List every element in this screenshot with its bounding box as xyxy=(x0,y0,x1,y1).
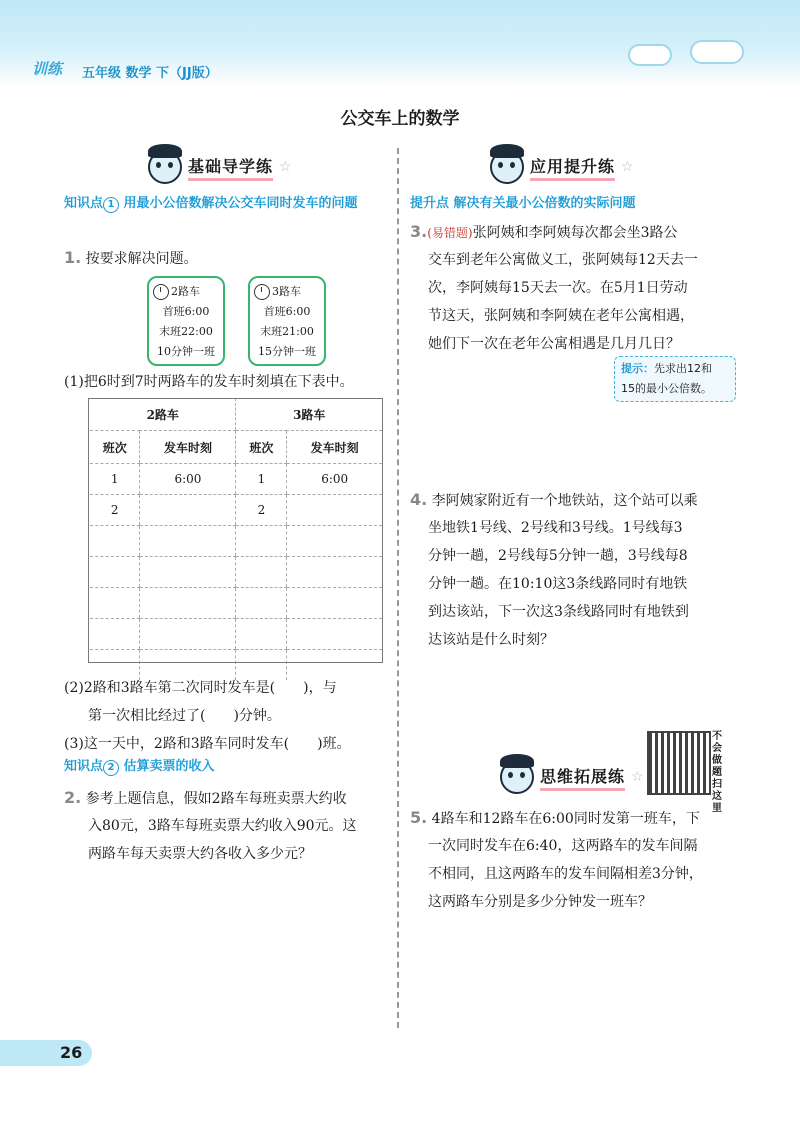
section-extend-header xyxy=(500,760,644,794)
table-col-header: 发车时刻 xyxy=(140,431,236,464)
star-icon: ☆ xyxy=(621,159,634,175)
q1-part2: (2)2路和3路车第二次同时发车是( )，与 xyxy=(64,680,337,696)
kp-label: 知识点 xyxy=(64,196,104,211)
q1-part2-cont: 第一次相比经过了( )分钟。 xyxy=(88,708,281,724)
knowledge-point-1 xyxy=(64,193,386,215)
question-4-line: 分钟一趟。在10:10这3条线路同时有地铁 xyxy=(428,576,688,592)
table-cell[interactable] xyxy=(140,526,236,557)
grade-label: 五年级 数学 下（JJ版） xyxy=(82,66,218,81)
table-cell: 2 xyxy=(90,495,140,526)
page-number-tab xyxy=(0,1040,92,1066)
section-basic-header xyxy=(148,150,292,184)
last-bus: 末班22:00 xyxy=(159,325,213,338)
table-cell[interactable] xyxy=(236,557,287,588)
table-cell[interactable] xyxy=(287,557,382,588)
question-5 xyxy=(410,804,700,833)
table-cell: 6:00 xyxy=(140,464,236,495)
section-title: 思维拓展练 xyxy=(540,764,625,791)
table-cell: 1 xyxy=(236,464,287,495)
question-text: 4路车和12路车在6:00同时发第一班车，下 xyxy=(431,811,700,827)
section-title: 应用提升练 xyxy=(530,154,615,181)
last-bus: 末班21:00 xyxy=(260,325,314,338)
question-number: 2. xyxy=(64,788,82,807)
knowledge-point-2 xyxy=(64,756,215,778)
frequency: 15分钟一班 xyxy=(258,345,316,358)
table-cell[interactable] xyxy=(236,526,287,557)
bus-name: 2路车 xyxy=(171,285,200,298)
question-3-line: 交车到老年公寓做义工，张阿姨每12天去一 xyxy=(428,252,698,268)
kp-number: 2 xyxy=(103,760,119,776)
table-cell[interactable] xyxy=(140,495,236,526)
error-prone-tag: (易错题) xyxy=(427,226,473,240)
table-cell: 2 xyxy=(236,495,287,526)
card-title xyxy=(250,282,324,302)
hint-text: 15的最小公倍数。 xyxy=(621,382,712,395)
table-group-header: 2路车 xyxy=(90,398,236,431)
question-text: 参考上题信息，假如2路车每班卖票大约收 xyxy=(85,791,347,807)
table-cell: 6:00 xyxy=(287,464,382,495)
question-2-line: 入80元，3路车每班卖票大约收入90元。这 xyxy=(88,818,357,834)
qr-note: 不会做题扫这里 xyxy=(712,731,722,814)
star-icon: ☆ xyxy=(279,159,292,175)
hint-label: 提示： xyxy=(621,362,654,375)
table-cell[interactable] xyxy=(236,619,287,650)
question-2-line: 两路车每天卖票大约各收入多少元？ xyxy=(88,846,312,862)
qr-code-icon[interactable] xyxy=(647,731,711,795)
frequency: 10分钟一班 xyxy=(157,345,215,358)
table-col-header: 班次 xyxy=(236,431,287,464)
question-text: 张阿姨和李阿姨每次都会坐3路公 xyxy=(472,225,678,241)
question-5-line: 不相同，且这两路车的发车间隔相差3分钟， xyxy=(428,866,703,882)
mascot-icon xyxy=(500,760,534,794)
series-logo: 训练 xyxy=(32,60,63,78)
table-row xyxy=(90,495,382,526)
table-cell[interactable] xyxy=(287,526,382,557)
question-1 xyxy=(64,244,198,273)
first-bus: 首班6:00 xyxy=(162,305,210,318)
question-3-line: 节这天，张阿姨和李阿姨在老年公寓相遇， xyxy=(428,308,694,324)
question-4-line: 到达该站，下一次这3条线路同时有地铁到 xyxy=(428,604,689,620)
bus-name: 3路车 xyxy=(272,285,301,298)
question-3 xyxy=(410,218,678,247)
cloud-icon xyxy=(690,40,744,64)
tp-text: 解决有关最小公倍数的实际问题 xyxy=(453,196,636,211)
bus2-card xyxy=(147,276,225,366)
table-col-header: 班次 xyxy=(90,431,140,464)
mascot-icon xyxy=(148,150,182,184)
hint-box xyxy=(614,356,736,402)
q1-part1: (1)把6时到7时两路车的发车时刻填在下表中。 xyxy=(64,374,354,390)
question-number: 1. xyxy=(64,248,82,267)
table-cell: 1 xyxy=(90,464,140,495)
table-cell[interactable] xyxy=(90,557,140,588)
section-apply-header xyxy=(490,150,634,184)
page-number: 26 xyxy=(60,1043,83,1062)
table-group-header: 3路车 xyxy=(236,398,382,431)
table-cell[interactable] xyxy=(140,557,236,588)
table-cell[interactable] xyxy=(287,588,382,619)
bus3-card xyxy=(248,276,326,366)
question-4-line: 坐地铁1号线、2号线和3号线。1号线每3 xyxy=(428,520,683,536)
kp-text: 估算卖票的收入 xyxy=(123,759,215,774)
table-cell[interactable] xyxy=(140,619,236,650)
table-row xyxy=(90,526,382,557)
question-5-line: 一次同时发车在6:40，这两路车的发车间隔 xyxy=(428,838,698,854)
tp-label: 提升点 xyxy=(410,196,450,211)
table-cell[interactable] xyxy=(140,588,236,619)
question-3-line: 次，李阿姨每15天去一次。在5月1日劳动 xyxy=(428,280,688,296)
table-cell[interactable] xyxy=(236,588,287,619)
table-cell[interactable] xyxy=(287,619,382,650)
hint-text: 先求出12和 xyxy=(654,362,712,375)
mascot-icon xyxy=(490,150,524,184)
clock-icon xyxy=(153,284,169,300)
kp-number: 1 xyxy=(103,197,119,213)
column-divider xyxy=(397,148,399,1028)
question-text: 按要求解决问题。 xyxy=(85,251,198,267)
table-row xyxy=(90,557,382,588)
section-title: 基础导学练 xyxy=(188,154,273,181)
table-cell[interactable] xyxy=(90,588,140,619)
table-cell[interactable] xyxy=(90,526,140,557)
question-text: 李阿姨家附近有一个地铁站，这个站可以乘 xyxy=(431,493,698,509)
table-cell[interactable] xyxy=(287,495,382,526)
question-2 xyxy=(64,784,347,813)
cloud-icon xyxy=(628,44,672,66)
question-number: 4. xyxy=(410,490,428,509)
table-row xyxy=(90,464,382,495)
question-number: 3. xyxy=(410,222,428,241)
card-title xyxy=(149,282,223,302)
improvement-point xyxy=(410,193,636,215)
table-cell[interactable] xyxy=(90,619,140,650)
table-row xyxy=(90,588,382,619)
question-4 xyxy=(410,486,698,515)
clock-icon xyxy=(254,284,270,300)
question-3-line: 她们下一次在老年公寓相遇是几月几日？ xyxy=(428,336,680,352)
question-number: 5. xyxy=(410,808,428,827)
table-row xyxy=(90,619,382,650)
first-bus: 首班6:00 xyxy=(263,305,311,318)
table-col-header: 发车时刻 xyxy=(287,431,382,464)
question-4-line: 分钟一趟，2号线每5分钟一趟，3号线每8 xyxy=(428,548,688,564)
question-5-line: 这两路车分别是多少分钟发一班车？ xyxy=(428,894,652,910)
schedule-table xyxy=(90,398,382,680)
star-icon: ☆ xyxy=(631,769,644,785)
q1-part3: (3)这一天中，2路和3路车同时发车( )班。 xyxy=(64,736,351,752)
page-title: 公交车上的数学 xyxy=(340,109,460,129)
kp-label: 知识点 xyxy=(64,759,104,774)
kp-text: 用最小公倍数解决公交车同时发车的问题 xyxy=(123,196,358,211)
question-4-line: 达该站是什么时刻？ xyxy=(428,632,554,648)
